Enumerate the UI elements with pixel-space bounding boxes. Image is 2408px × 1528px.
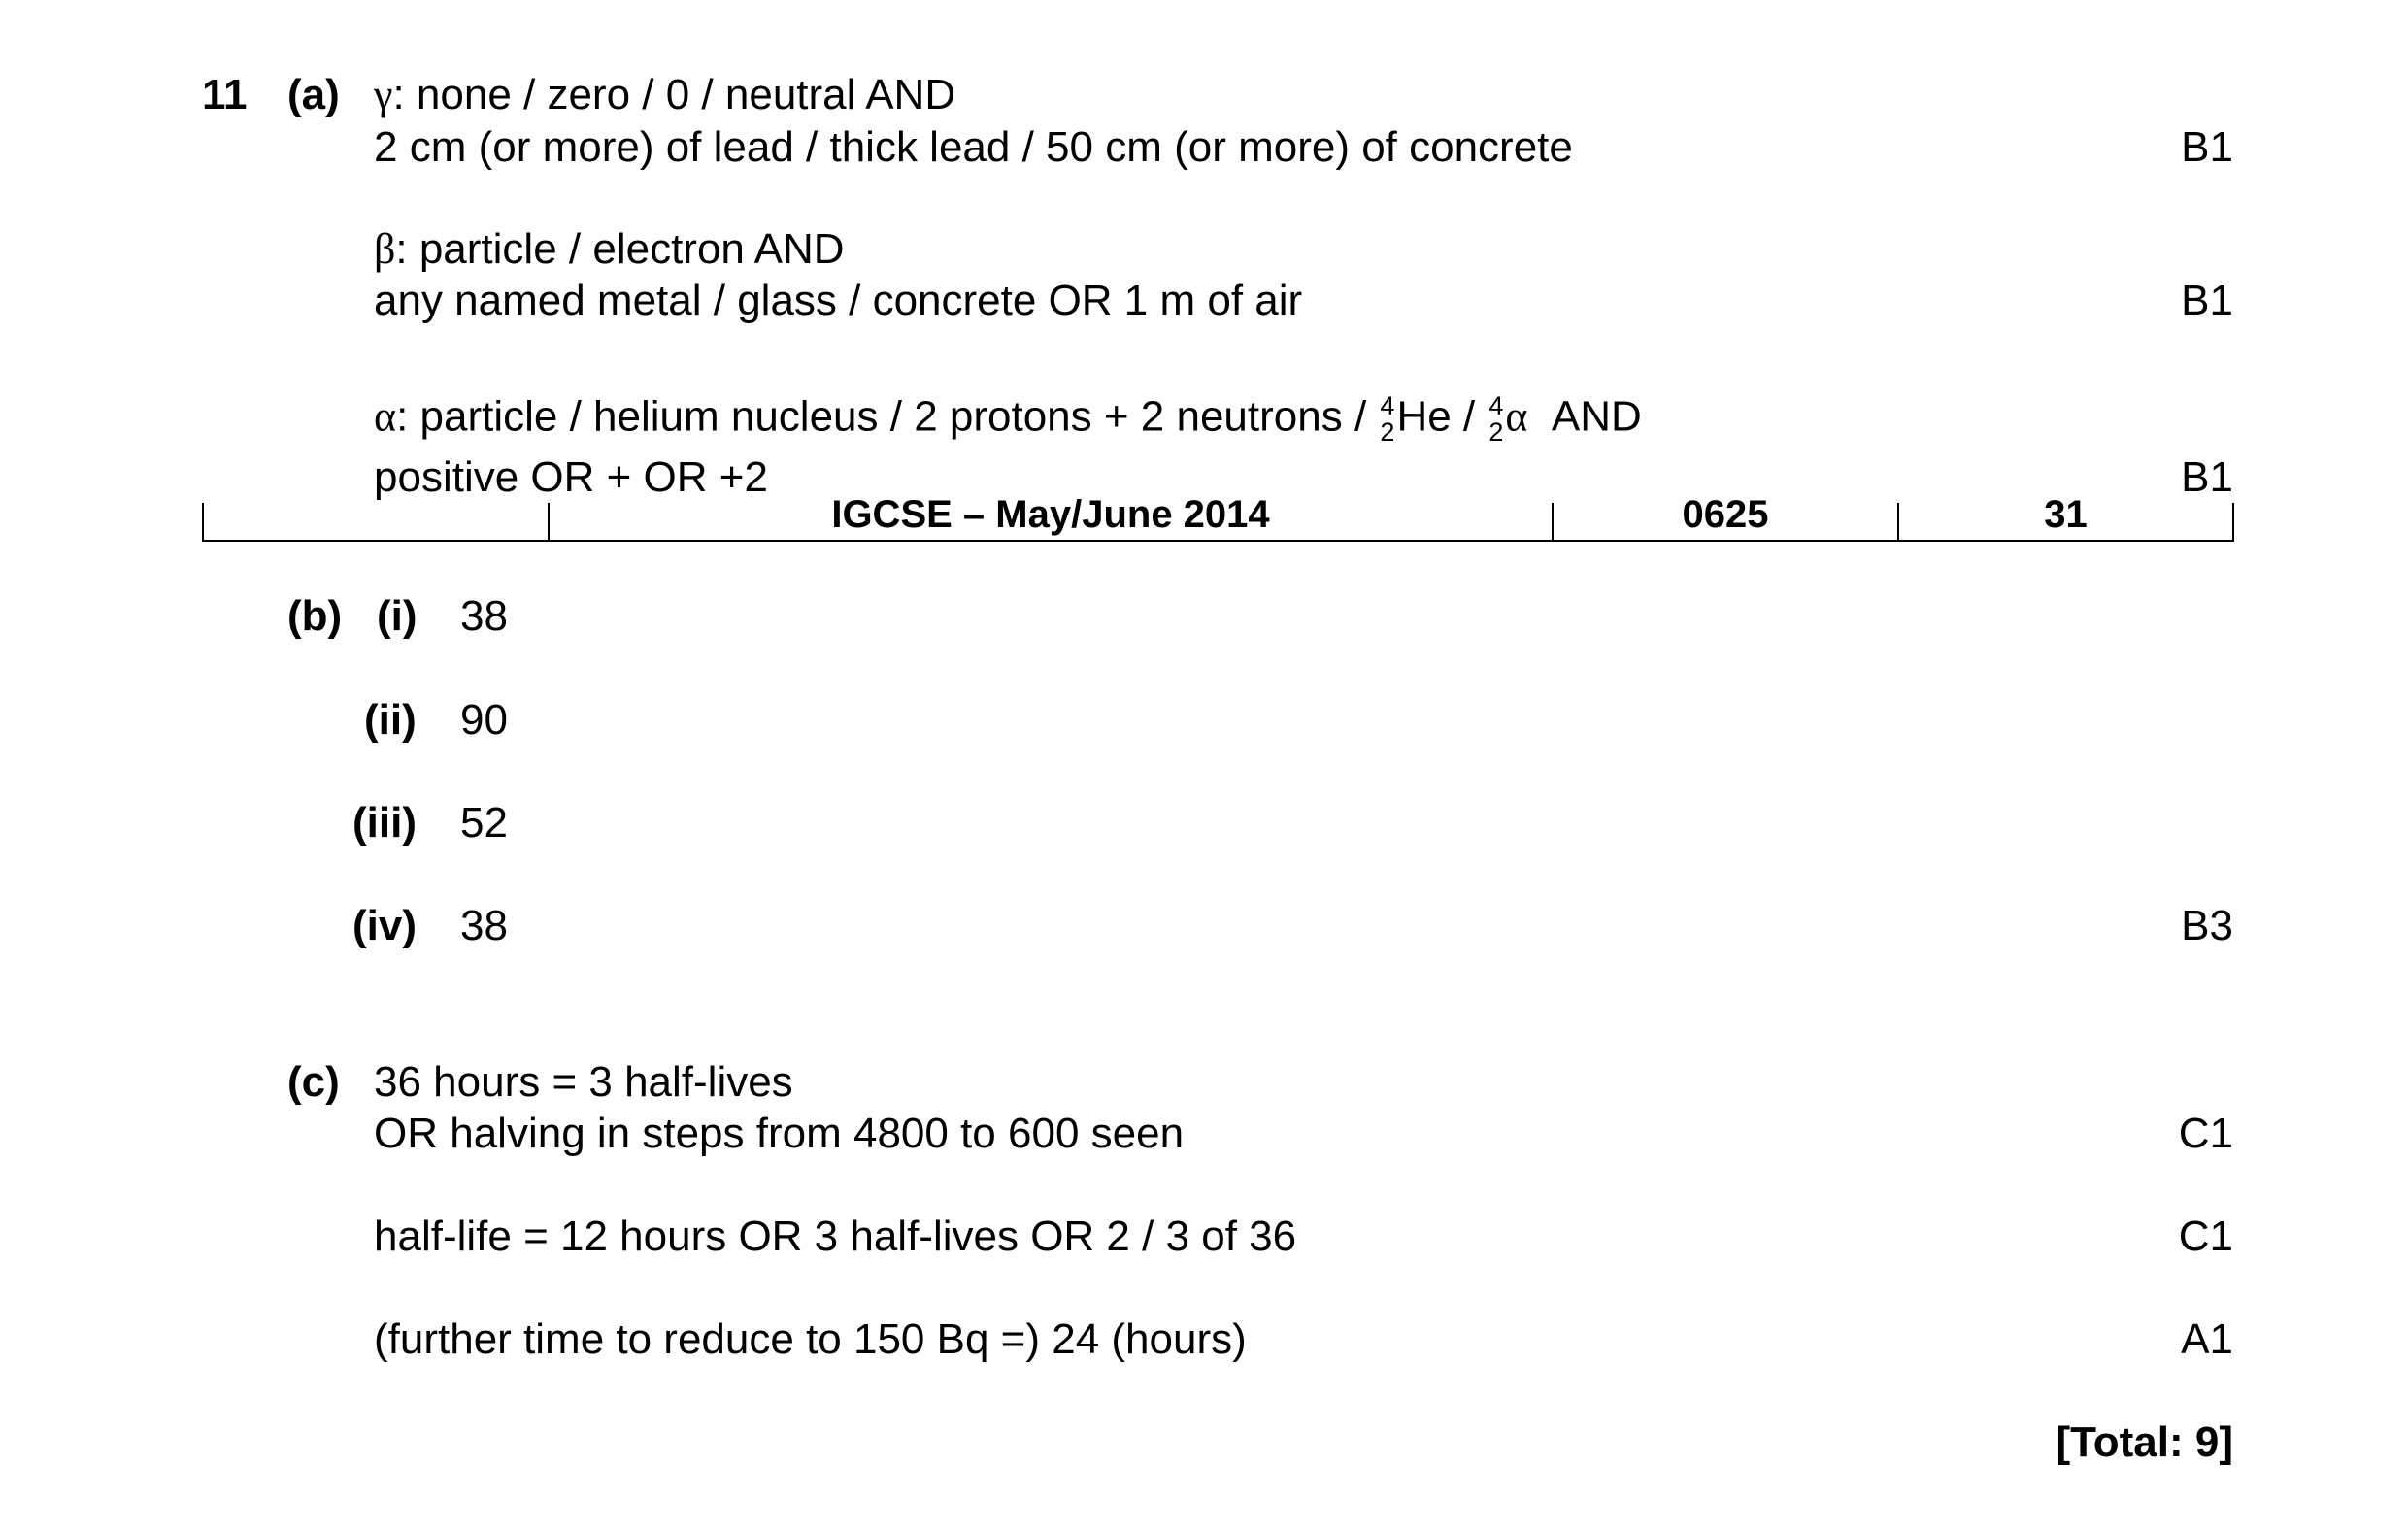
alpha-nuclide-numbers [1488,393,1503,446]
part-b-iii-label: (iii) [352,799,417,847]
part-b-i-value: 38 [460,592,508,640]
alpha-and: AND [1551,392,1642,441]
helium-symbol: He [1396,392,1452,441]
header-syllabus: 0625 [1682,493,1769,536]
beta-line-2: any named metal / glass / concrete OR 1 m of air [374,277,1303,324]
gamma-symbol: γ [374,71,393,118]
part-b-label: (b) [287,592,343,640]
helium-nuclide-numbers [1380,393,1394,446]
gamma-line-1 [374,71,956,118]
alpha-line-1 [374,393,1642,446]
header-divider-0 [202,503,204,542]
gamma-line-2: 2 cm (or more) of lead / thick lead / 50 cm (or more) of concrete [374,123,1573,171]
page-header-table [202,495,2234,542]
beta-line-1 [374,225,845,273]
beta-symbol: β [374,225,396,273]
part-b-iv-value: 38 [460,902,508,949]
question-number: 11 [202,71,248,118]
total-marks: [Total: 9] [2056,1418,2233,1466]
beta-description: : particle / electron AND [395,225,845,273]
part-c-line-4: (further time to reduce to 150 Bq =) 24 (hours) [374,1315,1247,1363]
part-b-mark: B3 [2181,902,2233,949]
alpha-description: : particle / helium nucleus / 2 protons + 2 neutrons / [396,392,1379,441]
header-bottom-rule [202,540,2234,542]
part-c-line-3: half-life = 12 hours OR 3 half-lives OR 2 / 3 of 36 [374,1212,1297,1260]
helium-mass-number: 4 [1380,391,1395,420]
header-title: IGCSE – May/June 2014 [831,493,1270,536]
part-c-label: (c) [287,1058,340,1106]
part-b-ii-label: (ii) [364,696,417,744]
alpha-mass-number: 4 [1488,391,1504,420]
alpha-symbol: α [374,392,397,441]
part-c-mark-3: A1 [2181,1315,2233,1363]
part-c-mark-1: C1 [2178,1110,2233,1157]
part-b-iv-label: (iv) [352,902,417,949]
alpha-mark: B1 [2181,453,2233,501]
part-b-ii-value: 90 [460,696,508,744]
alpha-symbol-2: α [1505,392,1528,441]
gamma-mark: B1 [2181,123,2233,171]
beta-mark: B1 [2181,277,2233,324]
part-c-line-2: OR halving in steps from 4800 to 600 seen [374,1110,1185,1157]
part-b-i-label: (i) [377,592,418,640]
alpha-line-2: positive OR + OR +2 [374,453,768,501]
part-b-iii-value: 52 [460,799,508,847]
alpha-atomic-number: 2 [1488,417,1504,447]
part-c-mark-2: C1 [2178,1212,2233,1260]
part-c-line-1: 36 hours = 3 half-lives [374,1058,793,1106]
alpha-separator: / [1451,392,1488,441]
header-paper: 31 [2044,493,2088,536]
header-divider-4 [2232,503,2234,542]
helium-atomic-number: 2 [1380,417,1395,447]
part-a-label: (a) [287,71,340,118]
gamma-description: : none / zero / 0 / neutral AND [392,71,956,118]
